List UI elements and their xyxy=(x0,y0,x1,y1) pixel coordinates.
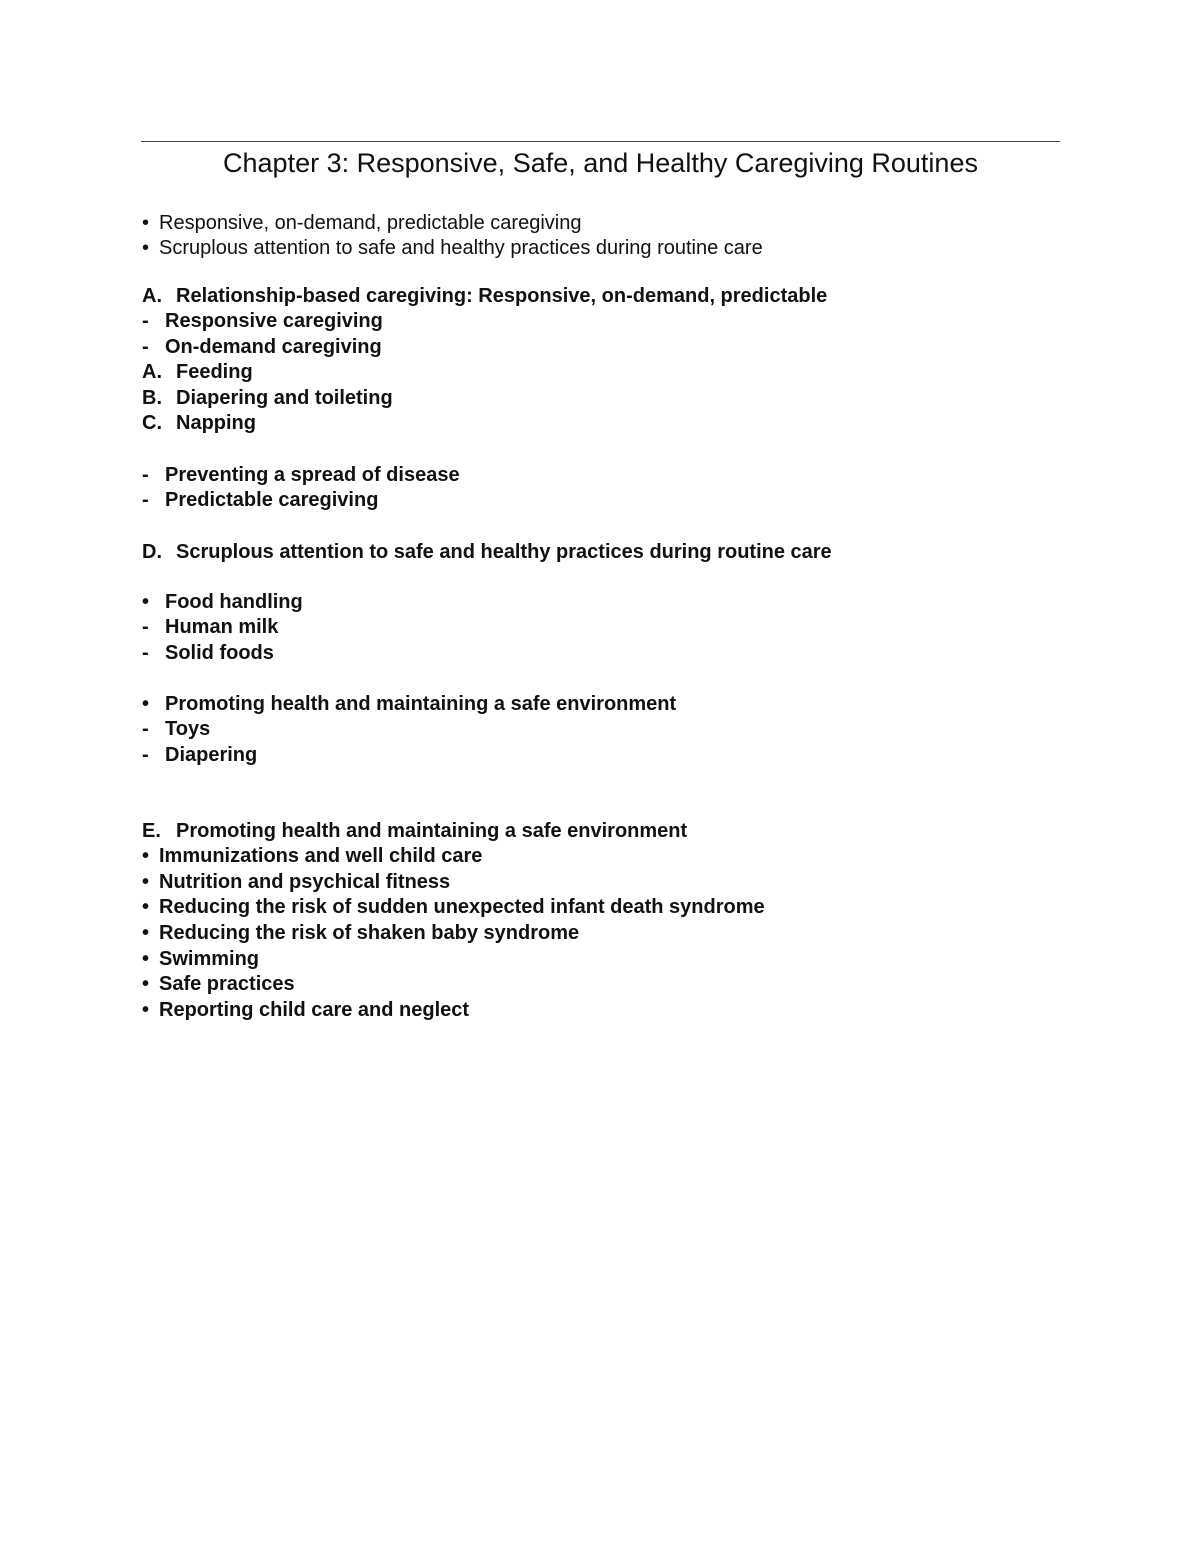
letter-marker: B. xyxy=(142,387,162,409)
list-item-text: Safe practices xyxy=(159,973,295,995)
list-item xyxy=(142,947,259,972)
section-letter: A. xyxy=(142,285,162,307)
dash-marker: - xyxy=(142,616,149,638)
bullet-marker: • xyxy=(142,591,150,613)
bullet-marker: • xyxy=(142,922,150,944)
section-letter: D. xyxy=(142,541,162,563)
dash-marker: - xyxy=(142,718,149,740)
list-item xyxy=(142,411,256,436)
bullet-marker: • xyxy=(142,845,150,867)
list-item-text: Nutrition and psychical fitness xyxy=(159,871,451,893)
list-item-text: Feeding xyxy=(176,361,253,383)
list-item-text: On-demand caregiving xyxy=(165,336,382,358)
section-heading-text: Relationship-based caregiving: Responsive, on-demand, predictable xyxy=(176,285,828,307)
list-item xyxy=(142,870,450,895)
bullet-marker: • xyxy=(142,693,150,715)
list-item-text: Predictable caregiving xyxy=(165,489,379,511)
letter-marker: C. xyxy=(142,412,162,434)
list-item xyxy=(142,236,763,261)
list-item xyxy=(142,641,274,666)
dash-marker: - xyxy=(142,336,149,358)
bullet-marker: • xyxy=(142,896,150,918)
header-rule xyxy=(141,141,1060,142)
bullet-marker: • xyxy=(142,999,150,1021)
list-item xyxy=(142,998,469,1023)
list-item-text: Diapering and toileting xyxy=(176,387,393,409)
page-title: Chapter 3: Responsive, Safe, and Healthy Caregiving Routines xyxy=(223,148,978,178)
list-item-text: Scruplous attention to safe and healthy practices during routine care xyxy=(159,237,763,259)
list-item-text: Responsive caregiving xyxy=(165,310,383,332)
list-item-text: Responsive, on-demand, predictable caregiving xyxy=(159,212,582,234)
list-item xyxy=(142,590,303,615)
list-item-text: Preventing a spread of disease xyxy=(165,464,460,486)
list-item-text: Reducing the risk of shaken baby syndrome xyxy=(159,922,580,944)
list-item xyxy=(142,488,378,513)
list-item xyxy=(142,463,460,488)
section-heading-d xyxy=(142,540,832,565)
list-item xyxy=(142,895,765,920)
section-letter: E. xyxy=(142,820,161,842)
dash-marker: - xyxy=(142,489,149,511)
bullet-marker: • xyxy=(142,973,150,995)
bullet-marker: • xyxy=(142,212,150,234)
bullet-marker: • xyxy=(142,948,150,970)
section-heading-a xyxy=(142,284,827,309)
list-item xyxy=(142,692,676,717)
list-item xyxy=(142,921,579,946)
dash-marker: - xyxy=(142,464,149,486)
list-item xyxy=(142,743,257,768)
list-item-text: Food handling xyxy=(165,591,303,613)
bullet-marker: • xyxy=(142,237,150,259)
dash-marker: - xyxy=(142,744,149,766)
list-item-text: Diapering xyxy=(165,744,258,766)
letter-marker: A. xyxy=(142,361,162,383)
list-item-text: Toys xyxy=(165,718,211,740)
section-heading-text: Promoting health and maintaining a safe environment xyxy=(176,820,688,842)
list-item-text: Human milk xyxy=(165,616,279,638)
section-heading-e xyxy=(142,819,687,844)
list-item xyxy=(142,844,482,869)
list-item xyxy=(142,386,393,411)
list-item-text: Immunizations and well child care xyxy=(159,845,483,867)
dash-marker: - xyxy=(142,642,149,664)
list-item xyxy=(142,309,383,334)
list-item-text: Napping xyxy=(176,412,256,434)
list-item xyxy=(142,972,295,997)
dash-marker: - xyxy=(142,310,149,332)
list-item-text: Swimming xyxy=(159,948,260,970)
list-item xyxy=(142,717,210,742)
list-item-text: Reducing the risk of sudden unexpected infant death syndrome xyxy=(159,896,765,918)
section-heading-text: Scruplous attention to safe and healthy practices during routine care xyxy=(176,541,832,563)
list-item-text: Reporting child care and neglect xyxy=(159,999,470,1021)
list-item xyxy=(142,360,253,385)
list-item xyxy=(142,615,278,640)
list-item xyxy=(142,335,382,360)
bullet-marker: • xyxy=(142,871,150,893)
list-item-text: Solid foods xyxy=(165,642,274,664)
list-item-text: Promoting health and maintaining a safe environment xyxy=(165,693,677,715)
list-item xyxy=(142,211,581,236)
